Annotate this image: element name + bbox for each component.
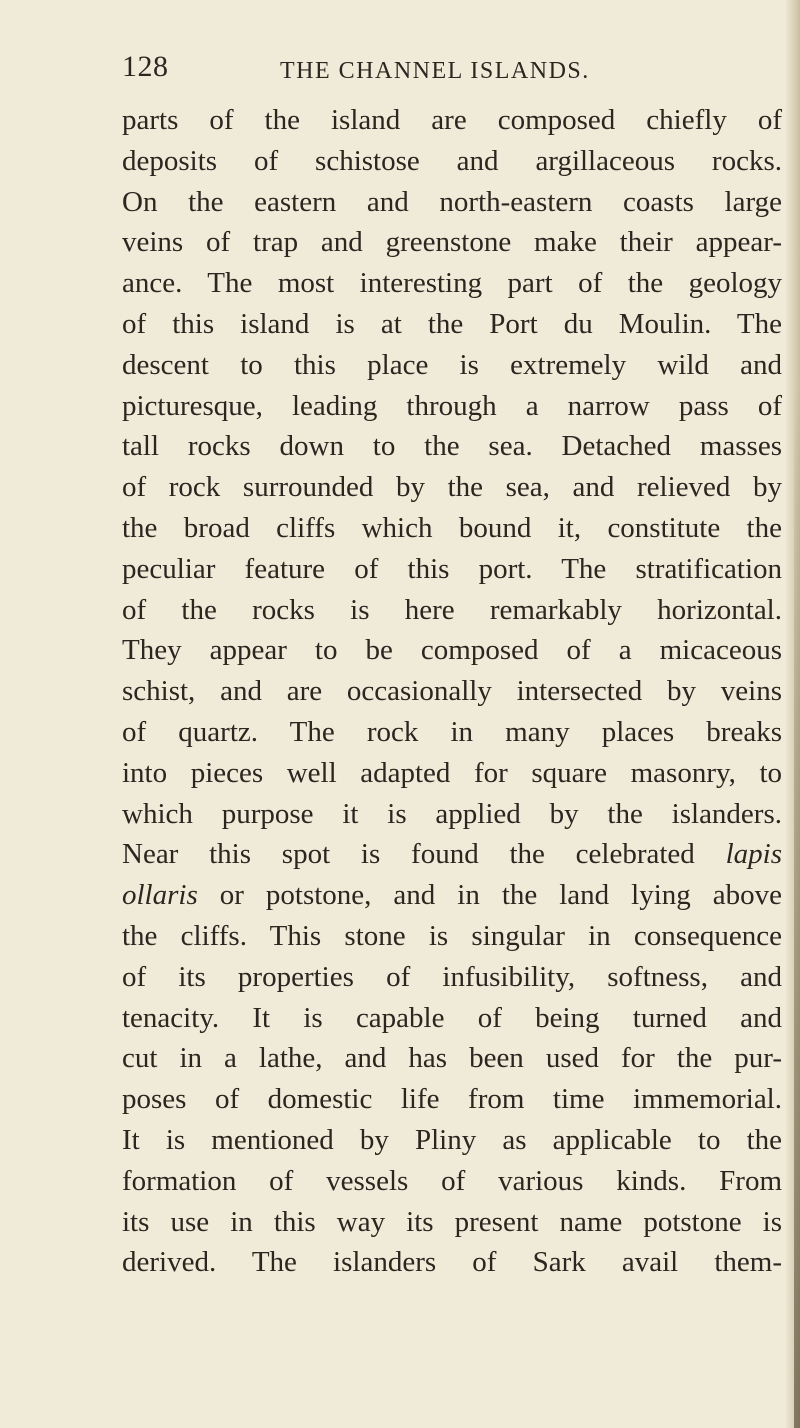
page-number: 128 — [122, 50, 169, 83]
text-line: of rock surrounded by the sea, and relieved by — [122, 471, 782, 504]
text-line-with-italic — [122, 834, 782, 875]
text-line: cut in a lathe, and has been used for the pur- — [122, 1042, 782, 1075]
text-line: It is mentioned by Pliny as applicable to the — [122, 1123, 782, 1156]
text-line: descent to this place is extremely wild and — [122, 348, 782, 381]
italic-term-lapis: lapis — [725, 838, 782, 871]
text-line: They appear to be composed of a micaceous — [122, 634, 782, 667]
text-line-with-italic — [122, 875, 782, 916]
text-line: On the eastern and north-eastern coasts large — [122, 185, 782, 218]
text-line: tall rocks down to the sea. Detached masses — [122, 430, 782, 463]
text-segment: Near this spot is found the celebrated — [122, 838, 695, 871]
text-line: which purpose it is applied by the islanders. — [122, 797, 782, 830]
text-line: tenacity. It is capable of being turned and — [122, 1001, 782, 1034]
text-line: of quartz. The rock in many places breaks — [122, 715, 782, 748]
text-line: deposits of schistose and argillaceous rocks. — [122, 144, 782, 177]
text-line: the broad cliffs which bound it, constitute the — [122, 511, 782, 544]
text-line: peculiar feature of this port. The stratification — [122, 552, 782, 585]
text-line: veins of trap and greenstone make their appear- — [122, 226, 782, 259]
body-text — [122, 100, 782, 1283]
text-line: into pieces well adapted for square masonry, to — [122, 756, 782, 789]
italic-term-ollaris: ollaris — [122, 879, 198, 912]
text-line: the cliffs. This stone is singular in consequence — [122, 919, 782, 952]
text-line: poses of domestic life from time immemorial. — [122, 1083, 782, 1116]
running-head — [122, 50, 740, 90]
text-line: parts of the island are composed chiefly of — [122, 104, 782, 136]
text-line: of its properties of infusibility, softness, and — [122, 960, 782, 993]
text-line: ance. The most interesting part of the geology — [122, 267, 782, 300]
text-line: formation of vessels of various kinds. From — [122, 1164, 782, 1197]
text-line: its use in this way its present name potstone is — [122, 1205, 782, 1238]
text-line: of this island is at the Port du Moulin. The — [122, 307, 782, 340]
text-line: derived. The islanders of Sark avail them- — [122, 1246, 782, 1279]
page-edge-shadow — [794, 380, 800, 1428]
text-segment: or potstone, and in the land lying above — [219, 879, 783, 912]
text-line: of the rocks is here remarkably horizontal. — [122, 593, 782, 626]
running-title: THE CHANNEL ISLANDS. — [280, 58, 590, 84]
text-line: schist, and are occasionally intersected by veins — [122, 675, 782, 708]
text-line: picturesque, leading through a narrow pass of — [122, 389, 782, 422]
